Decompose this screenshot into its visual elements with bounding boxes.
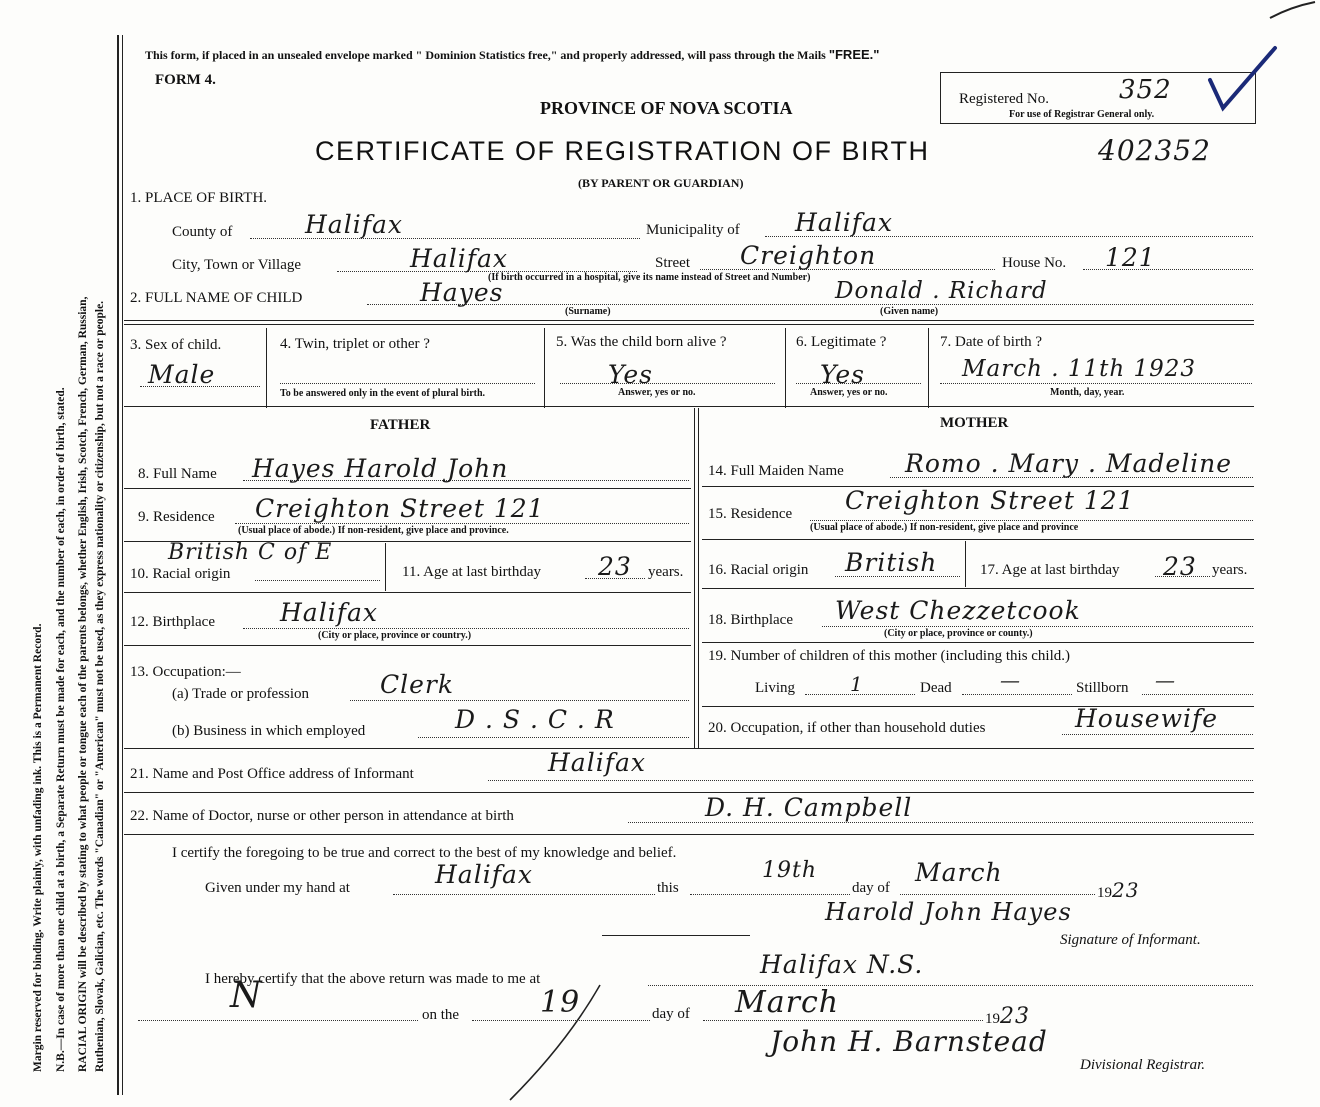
father-birthplace-note: (City or place, province or country.) [318, 630, 472, 641]
father-birthplace-label: 12. Birthplace [130, 614, 215, 630]
municipality-value: Halifax [795, 208, 893, 237]
sex-value: Male [148, 360, 216, 389]
binding-line-inner [122, 35, 123, 1095]
child-surname: Hayes [420, 278, 504, 307]
on-the-label: on the [422, 1007, 460, 1023]
informant-value: Halifax [548, 748, 646, 777]
children-label: 19. Number of children of this mother (including this child.) [708, 648, 1071, 664]
given-year: 1923 [1097, 878, 1140, 902]
mother-birthplace-note: (City or place, province or county.) [884, 628, 1033, 639]
registrar-place: Halifax N.S. [760, 950, 924, 979]
father-age: 23 [598, 552, 632, 581]
stillborn-label: Stillborn [1076, 680, 1129, 696]
mother-residence-label: 15. Residence [708, 506, 793, 522]
given-place: Halifax [435, 860, 533, 889]
street-label: Street [655, 255, 690, 271]
binding-line [117, 35, 119, 1095]
legitimate-label: 6. Legitimate ? [796, 334, 887, 350]
dob-note: Month, day, year. [1050, 387, 1125, 398]
registrar-dayof-label: day of [652, 1006, 690, 1022]
informant-signature: Harold John Hayes [825, 898, 1072, 926]
mother-heading: MOTHER [940, 415, 1009, 431]
mother-age: 23 [1163, 552, 1197, 581]
registrar-signature: John H. Barnstead [770, 1025, 1048, 1058]
postal-notice: This form, if placed in an unsealed envelope marked " Dominion Statistics free," and properly addressed, will pass through the Mails "FREE." [145, 47, 880, 62]
child-name-label: 2. FULL NAME OF CHILD [130, 290, 303, 306]
father-age-label: 11. Age at last birthday [402, 564, 541, 580]
house-label: House No. [1002, 255, 1067, 271]
municipality-label: Municipality of [646, 222, 740, 238]
living-value: 1 [850, 672, 864, 696]
this-label: this [657, 880, 679, 896]
mother-name: Romo . Mary . Madeline [905, 449, 1233, 478]
dead-label: Dead [920, 680, 952, 696]
dob-value: March . 11th 1923 [962, 356, 1197, 382]
trade-label: (a) Trade or profession [172, 686, 310, 702]
mother-residence-note: (Usual place of abode.) If non-resident, give place and province [810, 522, 1079, 533]
legitimate-note: Answer, yes or no. [810, 387, 888, 398]
father-residence-label: 9. Residence [138, 509, 215, 525]
registered-value: 352 [1119, 75, 1172, 105]
father-heading: FATHER [370, 417, 431, 433]
dob-label: 7. Date of birth ? [940, 334, 1043, 350]
mother-age-unit: years. [1212, 562, 1248, 578]
mother-race-label: 16. Racial origin [708, 562, 809, 578]
registrar-day: 19 [540, 985, 581, 1020]
check-mark-icon [1205, 40, 1285, 115]
father-residence: Creighton Street 121 [255, 494, 545, 523]
city-value: Halifax [410, 244, 508, 273]
mother-occupation-label: 20. Occupation, if other than household duties [708, 720, 986, 736]
mother-birthplace: West Chezzetcook [835, 596, 1081, 625]
alive-value: Yes [608, 360, 653, 389]
form-number: FORM 4. [155, 72, 216, 88]
house-value: 121 [1105, 243, 1156, 272]
certify-text: I certify the foregoing to be true and correct to the best of my knowledge and belief. [172, 845, 677, 861]
mother-name-label: 14. Full Maiden Name [708, 463, 844, 479]
father-occupation-label: 13. Occupation:— [130, 664, 241, 680]
hospital-note: (If birth occurred in a hospital, give its name instead of Street and Number) [488, 272, 811, 283]
alive-note: Answer, yes or no. [618, 387, 696, 398]
father-name-label: 8. Full Name [138, 466, 217, 482]
margin-note-1: Margin reserved for binding. Write plainly, with unfading ink. This is a Permanent Record. [32, 623, 44, 1072]
sex-label: 3. Sex of child. [130, 337, 222, 353]
pen-stroke-icon-2 [500, 980, 610, 1105]
father-residence-note: (Usual place of abode.) If non-resident, give place and province. [238, 525, 509, 536]
stillborn-value: — [1155, 668, 1176, 692]
given-caption: (Given name) [880, 306, 939, 317]
city-label: City, Town or Village [172, 257, 302, 273]
informant-label: 21. Name and Post Office address of Informant [130, 766, 414, 782]
business-label: (b) Business in which employed [172, 723, 366, 739]
father-race: British C of E [168, 540, 333, 565]
certificate-title: CERTIFICATE OF REGISTRATION OF BIRTH [315, 136, 930, 166]
surname-caption: (Surname) [565, 306, 611, 317]
place-of-birth-heading: 1. PLACE OF BIRTH. [130, 190, 268, 206]
margin-note-3: RACIAL ORIGIN will be described by stating to what people or tongue each of the parents belongs, whether English, Irish, Scotch, French, German, Russian, [77, 296, 89, 1072]
signature-caption: Signature of Informant. [1060, 932, 1201, 948]
registrar-initials: N [230, 975, 263, 1016]
father-age-unit: years. [648, 564, 684, 580]
registrar-caption: Divisional Registrar. [1080, 1057, 1206, 1073]
registered-note: For use of Registrar General only. [1009, 109, 1155, 120]
pen-stroke-icon [1265, 0, 1320, 25]
child-given-name: Donald . Richard [835, 278, 1048, 304]
province-heading: PROVINCE OF NOVA SCOTIA [540, 98, 793, 118]
certificate-number: 402352 [1098, 134, 1211, 167]
twin-label: 4. Twin, triplet or other ? [280, 336, 430, 352]
mother-race: British [845, 548, 938, 577]
business-value: D . S . C . R [455, 705, 615, 734]
mother-age-label: 17. Age at last birthday [980, 562, 1120, 578]
alive-label: 5. Was the child born alive ? [556, 334, 727, 350]
father-race-label: 10. Racial origin [130, 566, 231, 582]
county-value: Halifax [305, 210, 403, 239]
margin-note-4: Ruthenian, Slovak, Galician, etc. The words "Canadian" or "American" must not be used, as they express nationality or citizenship, but not a race or people. [94, 300, 106, 1072]
trade-value: Clerk [380, 670, 455, 699]
margin-note-2: N.B.—In case of more than one child at a birth, a Separate Return must be made for each, and the number of each, in order of birth, stated. [55, 387, 67, 1072]
legitimate-value: Yes [820, 360, 865, 389]
mother-occupation: Housewife [1075, 704, 1219, 733]
twin-note: To be answered only in the event of plural birth. [280, 388, 486, 399]
doctor-value: D. H. Campbell [705, 793, 913, 822]
living-label: Living [755, 680, 795, 696]
county-label: County of [172, 224, 233, 240]
certificate-subtitle: (BY PARENT OR GUARDIAN) [578, 176, 744, 190]
mother-residence: Creighton Street 121 [845, 486, 1135, 515]
father-name: Hayes Harold John [252, 454, 509, 483]
mother-birthplace-label: 18. Birthplace [708, 612, 793, 628]
registrar-month: March [735, 985, 840, 1020]
given-month: March [915, 858, 1003, 887]
registered-label: Registered No. [959, 91, 1049, 107]
doctor-label: 22. Name of Doctor, nurse or other person in attendance at birth [130, 808, 514, 824]
given-under-label: Given under my hand at [205, 880, 350, 896]
dead-value: — [1000, 668, 1021, 692]
given-day: 19th [762, 858, 818, 883]
registrar-year: 1923 [985, 1004, 1030, 1029]
given-dayof-label: day of [852, 880, 890, 896]
father-birthplace: Halifax [280, 598, 378, 627]
street-value: Creighton [740, 241, 877, 270]
registrar-text: I hereby certify that the above return was made to me at [205, 971, 541, 987]
